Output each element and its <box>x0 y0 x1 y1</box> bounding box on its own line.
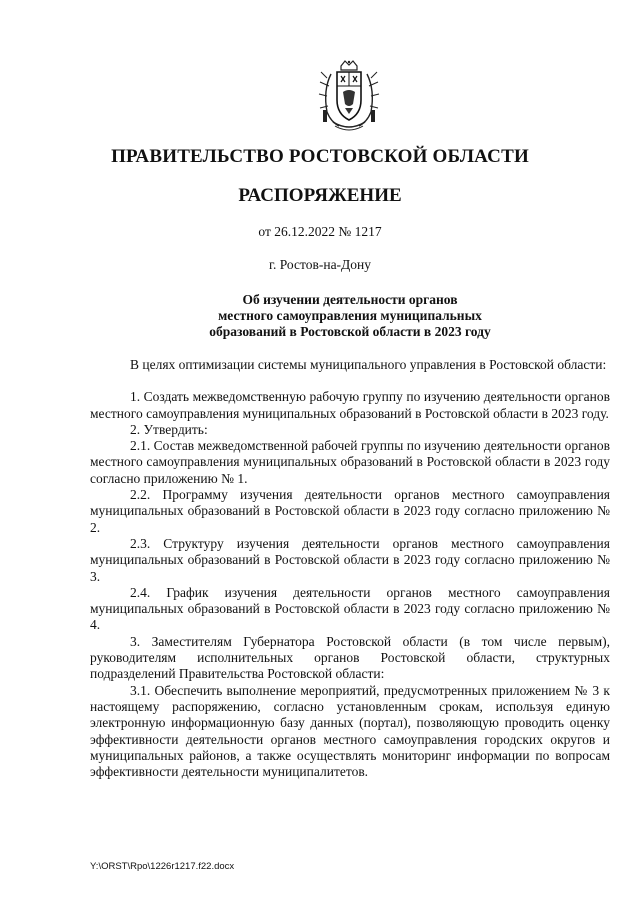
file-path-footer: Y:\ORST\Rpo\1226r1217.f22.docx <box>90 861 235 872</box>
paragraph-2: 2. Утвердить: <box>130 421 208 437</box>
paragraph-1: 1. Создать межведомственную рабочую группу по изучению деятельности органов местного самоуправления муниципальных образований в Ростовской области в 2023 году. <box>90 389 610 421</box>
paragraph-3: 3. Заместителям Губернатора Ростовской области (в том числе первым), руководителям исполнительных органов Ростовской области, структурных подразделений Правительства Ростовской области: <box>90 633 610 682</box>
paragraph-2-3: 2.3. Структуру изучения деятельности органов местного самоуправления муниципальных образований в Ростовской области в 2023 году согласно приложению № 3. <box>90 535 610 584</box>
document-type-heading: РАСПОРЯЖЕНИЕ <box>238 185 402 206</box>
title-line: местного самоуправления муниципальных <box>218 308 482 323</box>
city: г. Ростов-на-Дону <box>268 257 371 272</box>
document-title <box>150 292 550 340</box>
organization-heading: ПРАВИТЕЛЬСТВО РОСТОВСКОЙ ОБЛАСТИ <box>111 146 529 167</box>
date-number: от 26.12.2022 № 1217 <box>258 224 382 239</box>
paragraph-2-1: 2.1. Состав межведомственной рабочей группы по изучению деятельности органов местного самоуправления муниципальных образований в Ростовской области в 2023 году согласно приложению № 1. <box>90 438 610 486</box>
document-body <box>90 357 610 780</box>
intro-paragraph: В целях оптимизации системы муниципального управления в Ростовской области: <box>130 357 607 372</box>
paragraph-2-2: 2.2. Программу изучения деятельности органов местного самоуправления муниципальных образований в Ростовской области в 2023 году согласно приложению № 2. <box>90 487 610 535</box>
paragraph-3-1: 3.1. Обеспечить выполнение мероприятий, предусмотренных приложением № 3 к настоящему распоряжению, согласно установленным срокам, используя единую электронную информационную базу данных (портал), позволяющую проводить оценку эффективности деятельности органов местного самоуправления городских округов и муниципальных районов, а также осуществлять мониторинг информации по вопросам эффективности деятельности муниципалитетов. <box>90 682 610 780</box>
title-line: Об изучении деятельности органов <box>242 292 458 307</box>
coat-of-arms-icon <box>317 60 381 132</box>
title-line: образований в Ростовской области в 2023 году <box>209 324 491 339</box>
paragraph-2-4: 2.4. График изучения деятельности органов местного самоуправления муниципальных образований в Ростовской области в 2023 году согласно приложению № 4. <box>90 584 610 633</box>
